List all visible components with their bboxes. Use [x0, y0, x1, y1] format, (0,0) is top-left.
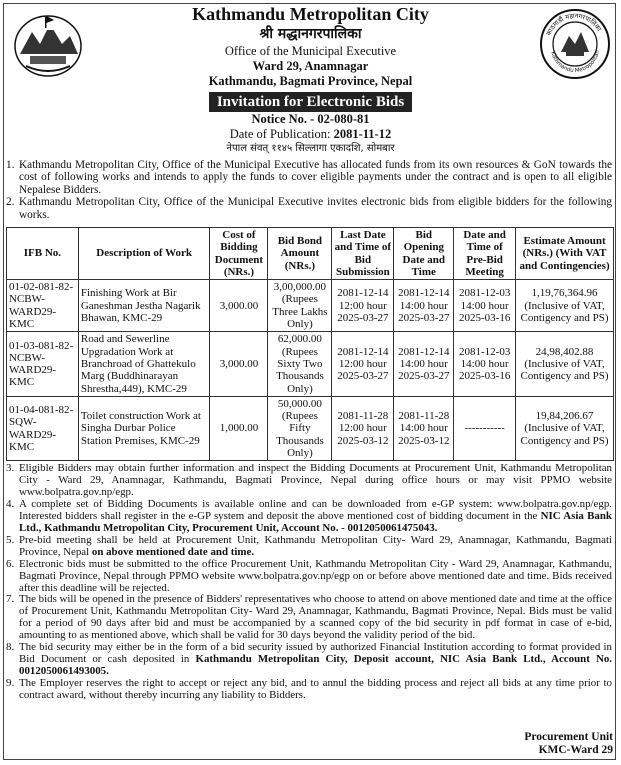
prebid-cell: -----------: [454, 396, 516, 460]
table-row: [7, 280, 614, 332]
table-header-row: [7, 228, 614, 280]
bond-cell: 50,000.00 (Rupees Fifty Thousands Only): [268, 396, 332, 460]
submission-cell: 2081-12-14 12:00 hour 2025-03-27: [332, 332, 394, 396]
prebid-bold: on above mentioned date and time.: [91, 545, 255, 558]
paragraph-text: Kathmandu Metropolitan City, Office of the Municipal Executive invites electronic bids from eligible bidders for the following works.: [19, 196, 612, 221]
submission-cell: 2081-12-14 12:00 hour 2025-03-27: [332, 280, 394, 332]
term-4: [6, 499, 612, 535]
intro-paragraphs: [6, 159, 612, 221]
paragraph-1: [6, 159, 612, 196]
submission-cell: 2081-11-28 12:00 hour 2025-03-12: [332, 396, 394, 460]
term-text: The bids will be opened in the presence of Bidders' representatives who choose to attend on above mentioned date and time at the office of Procurement Unit, Kathmandu Metropolitan City- Ward 29, Anamnagar, Kathmandu, Bagmati Province, Nepal. Bids must be valid for a period of 90 days after bid and must be accompanied by a scanned copy of the bid security in pdf format in case of e-bid, amounting to as mentioned above, which shall be valid for 30 days beyond the validity period of the bid.: [19, 593, 612, 642]
term-text-part: The bid security may either be in the form of a bid security issued by authorized Financial Institution according to format provided in Bid Document or cash deposited in: [19, 641, 612, 666]
paragraph-text: Kathmandu Metropolitan City, Office of the Municipal Executive has allocated funds from its own resources & GoN towards the cost of following works and intends to apply the funds to cover eligible payments under the contract and is open to all eligible Nepalese Bidders.: [19, 159, 612, 196]
term-number: 5.: [6, 533, 15, 546]
ifb-cell: 01-02-081-82-NCBW-WARD29-KMC: [7, 280, 79, 332]
publication-label: Date of Publication:: [229, 127, 331, 141]
term-8: [6, 642, 612, 678]
description-cell: Toilet construction Work at Singha Durbar Police Station Premises, KMC-29: [78, 396, 210, 460]
col-header-bond: Bid Bond Amount (NRs.): [268, 228, 332, 280]
bond-cell: 3,00,000.00 (Rupees Three Lakhs Only): [268, 280, 332, 332]
cost-cell: 1,000.00: [210, 396, 268, 460]
term-9: [6, 678, 612, 702]
cost-cell: 3,000.00: [210, 332, 268, 396]
term-number: 4.: [6, 497, 15, 510]
estimate-cell: 19,84,206.67 (Inclusive of VAT, Contigency and PS): [516, 396, 614, 460]
publication-date: 2081-11-12: [333, 127, 392, 141]
term-5: [6, 535, 612, 559]
bond-cell: 62,000.00 (Rupees Sixty Two Thousands Only): [268, 332, 332, 396]
address-line: Kathmandu, Bagmati Province, Nepal: [208, 74, 413, 88]
table-row: [7, 396, 614, 460]
signoff-unit: Procurement Unit: [524, 731, 613, 743]
term-7: [6, 594, 612, 642]
ifb-cell: 01-04-081-82-SQW-WARD29-KMC: [7, 396, 79, 460]
paragraph-number: 1.: [6, 159, 15, 171]
invitation-banner: Invitation for Electronic Bids: [209, 92, 412, 112]
kmc-round-seal-logo: [539, 8, 611, 80]
col-header-ifb: IFB No.: [7, 228, 79, 280]
svg-text:काठमाडौं महानगरपालिका: काठमाडौं महानगरपालिका: [544, 11, 604, 37]
col-header-cost: Cost of Bidding Document (NRs.): [210, 228, 268, 280]
paragraph-number: 2.: [6, 196, 15, 209]
nepali-city-title: श्री मद्धानगरपालिका: [259, 26, 362, 42]
term-number: 7.: [6, 593, 15, 606]
svg-text:Kathmandu Metropolitan City: Kathmandu Metropolitan: [549, 49, 601, 75]
ward-line: Ward 29, Anamnagar: [252, 59, 369, 73]
term-number: 3.: [6, 462, 15, 474]
description-cell: Road and Sewerline Upgradation Work at Branchroad of Ghattekulo Marg (Buddhinarayan Shrestha,449), KMC-29: [78, 332, 210, 396]
col-header-description: Description of Work: [78, 228, 210, 280]
opening-cell: 2081-12-14 14:00 hour 2025-03-27: [394, 280, 454, 332]
office-line: Office of the Municipal Executive: [224, 44, 397, 58]
term-number: 8.: [6, 641, 15, 654]
city-title: Kathmandu Metropolitan City: [192, 4, 429, 24]
opening-cell: 2081-11-28 14:00 hour 2025-03-12: [394, 396, 454, 460]
col-header-estimate: Estimate Amount (NRs.) (With VAT and Contingencies): [516, 228, 614, 280]
term-text-part: A complete set of Bidding Documents is available online and can be downloaded from e-GP system: www.bolpatra.gov.np/egp. Interested bidders shall register in the e-GP system and deposit the above mentioned cost of bidding document in the: [19, 497, 612, 522]
ifb-cell: 01-03-081-82-NCBW-WARD29-KMC: [7, 332, 79, 396]
opening-cell: 2081-12-14 14:00 hour 2025-03-27: [394, 332, 454, 396]
bids-table: [6, 227, 614, 461]
term-number: 6.: [6, 557, 15, 570]
term-6: [6, 559, 612, 595]
term-text: Eligible Bidders may obtain further information and inspect the Bidding Documents at Procurement Unit, Kathmandu Metropolitan City - Ward 29, Anamnagar, Kathmandu, Bagmati Province, Nepal during office hours or may visit PPMO website www.bolpatra.gov.np/egp.: [19, 462, 612, 498]
signoff-ward: KMC-Ward 29: [538, 744, 613, 756]
kmc-emblem-logo: [12, 10, 84, 78]
table-row: [7, 332, 614, 396]
deposit-account-bold: Kathmandu Metropolitan City, Deposit account, NIC Asia Bank Ltd., Account No. 0012050061493005.: [19, 653, 612, 678]
term-text: The Employer reserves the right to accept or reject any bid, and to annul the bidding process and reject all bids at any time prior to contract award, without thereby incurring any liability to Bidders.: [19, 677, 612, 702]
col-header-opening: Bid Opening Date and Time: [394, 228, 454, 280]
paragraph-2: [6, 196, 612, 221]
prebid-cell: 2081-12-03 14:00 hour 2025-03-16: [454, 332, 516, 396]
term-3: [6, 463, 612, 499]
estimate-cell: 24,98,402.88 (Inclusive of VAT, Contigency and PS): [516, 332, 614, 396]
estimate-cell: 1,19,76,364.96 (Inclusive of VAT, Contigency and PS): [516, 280, 614, 332]
term-text-part: Pre-bid meeting shall be held at Procurement Unit, Kathmandu Metropolitan City- Ward 29, Anamnagar, Kathmandu, Bagmati Province, Nepal: [19, 533, 612, 558]
col-header-prebid: Date and Time of Pre-Bid Meeting: [454, 228, 516, 280]
bank-account-bold: NIC Asia Bank Ltd., Kathmandu Metropolitan City, Procurement Unit, Account No. - 0012050061475043.: [19, 509, 612, 534]
terms-list: [6, 463, 612, 702]
cost-cell: 3,000.00: [210, 280, 268, 332]
term-text: [19, 535, 612, 559]
term-text: [19, 499, 612, 535]
term-number: 9.: [6, 677, 15, 690]
signoff: [524, 731, 613, 757]
nepali-date: नेपाल संवत् ११४५ सिल्लागा एकादशि, सोमबार: [226, 143, 395, 154]
description-cell: Finishing Work at Bir Ganeshman Jestha Nagarik Bhawan, KMC-29: [78, 280, 210, 332]
publication-date-line: [100, 127, 521, 142]
term-text: Electronic bids must be submitted to the office Procurement Unit, Kathmandu Metropolitan City - Ward 29, Anamnagar, Kathmandu, Bagmati Province, Nepal through PPMO website www.bolpatra.gov.np/egp on or before above mentioned date and time. Bids received after this deadline will be rejected.: [19, 557, 612, 594]
notice-header: [100, 4, 521, 156]
term-text: [19, 642, 612, 678]
prebid-cell: 2081-12-03 14:00 hour 2025-03-16: [454, 280, 516, 332]
col-header-submission: Last Date and Time of Bid Submission: [332, 228, 394, 280]
notice-number: Notice No. - 02-080-81: [251, 112, 370, 126]
